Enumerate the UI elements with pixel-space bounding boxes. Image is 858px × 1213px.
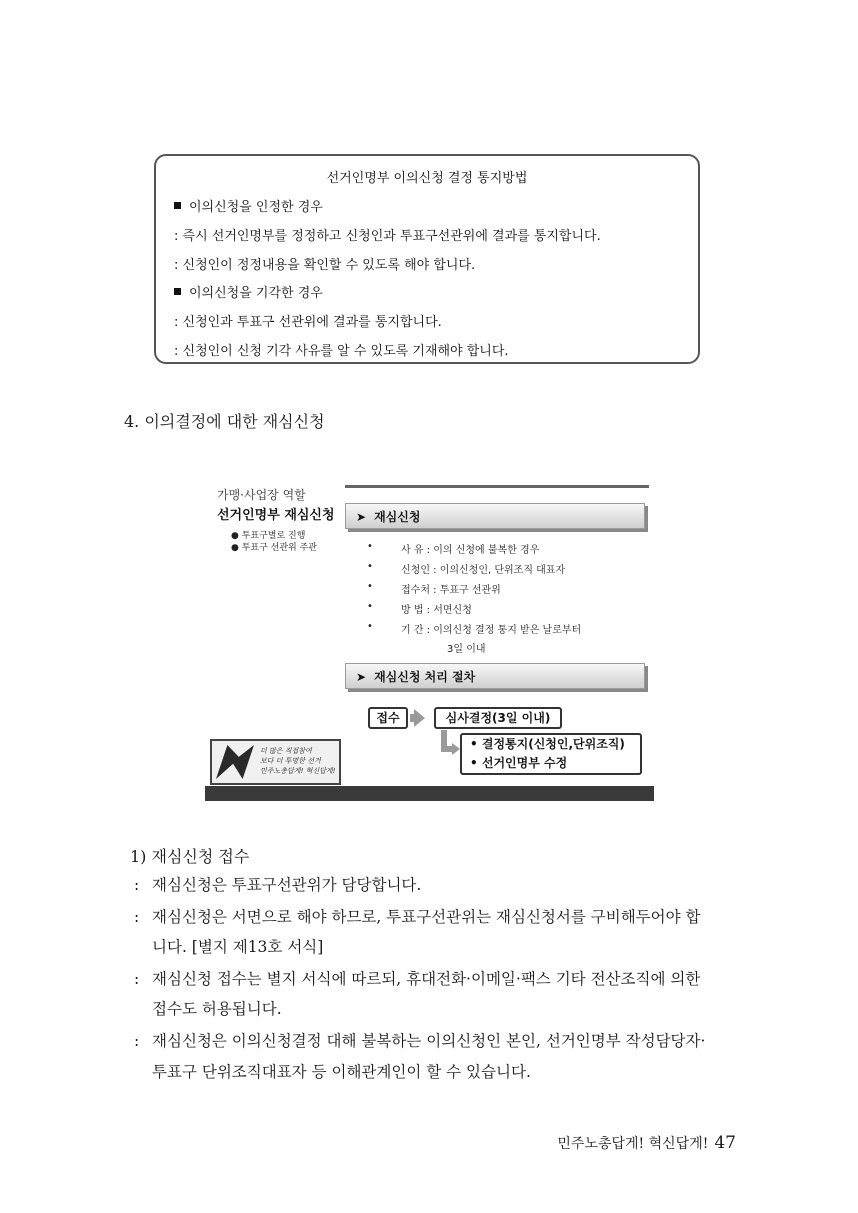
paragraph-continuation: 니다. [별지 제13호 서식] — [152, 938, 324, 956]
figure-side-title: 선거인명부 재심신청 — [217, 508, 335, 523]
page-footer — [557, 1133, 736, 1153]
page-number: 47 — [714, 1133, 736, 1153]
subsection-title: 1) 재심신청 접수 — [130, 847, 250, 866]
figure-side-label: 가맹·사업장 역할 — [217, 488, 306, 502]
banner-procedure: ➤ 재심신청 처리 절차 — [345, 663, 645, 689]
logo-slogan: 더 많은 직접참여 보다 더 투명한 선거 민주노총답게! 혁신답게! — [260, 747, 336, 775]
flow-step-review: 심사결정(3일 이내) — [434, 707, 562, 729]
paragraph: : 재심신청은 이의신청결정 대해 불복하는 이의신청인 본인, 선거인명부 작성담당자· — [134, 1032, 706, 1050]
process-figure: 가맹·사업장 역할 선거인명부 재심신청 ● 투표구별로 진행 ● 투표구 선관위 주관 ➤ 재심신청 • 사 유 : 이의 신청에 불복한 경우 • 신청인 : 이의신청인, 단위조직 대표자 • 접수처 : 투표구 선관위 • 방 법 : 서면신청 • 기 간 : 이의신청 결정 통지 받은 날로부터 3일 이내 ➤ 재심신청 처리 절차 접수 심사결정(3일 이내) • 결정통지(신청인,단위조직) • 선거인명부 수정 더 많은 직접참여 보다 더 투명한 선거 민주노총답게! 혁신답게! — [205, 470, 654, 801]
flow-arrow-icon — [414, 709, 425, 727]
banner-appeal: ➤ 재심신청 — [345, 503, 645, 529]
notice-line: : 신청인이 신청 기각 사유를 알 수 있도록 기재해야 합니다. — [174, 344, 509, 359]
notice-box — [154, 154, 700, 364]
notice-heading: 이의신청을 기각한 경우 — [174, 282, 323, 301]
flow-step-result: • 결정통지(신청인,단위조직) • 선거인명부 수정 — [460, 733, 642, 775]
notice-line: : 신청인과 투표구 선관위에 결과를 통지합니다. — [174, 315, 442, 330]
section-title: 4. 이의결정에 대한 재심신청 — [124, 412, 325, 431]
paragraph: : 재심신청은 서면으로 해야 하므로, 투표구선관위는 재심신청서를 구비해두어야 합 — [134, 908, 701, 926]
notice-title: 선거인명부 이의신청 결정 통지방법 — [326, 171, 528, 186]
paragraph: : 재심신청 접수는 별지 서식에 따르되, 휴대전화·이메일·팩스 기타 전산조직에 의한 — [134, 970, 701, 988]
paragraph-continuation: 투표구 단위조직대표자 등 이해관계인이 할 수 있습니다. — [152, 1063, 531, 1081]
footer-slogan: 민주노총답게! 혁신답게! — [557, 1136, 709, 1152]
arrow-right-icon: ➤ — [356, 510, 367, 524]
figure-side-bullets: ● 투표구별로 진행 ● 투표구 선관위 주관 — [231, 531, 317, 553]
notice-line: : 신청인이 정정내용을 확인할 수 있도록 해야 합니다. — [174, 258, 476, 273]
paragraph: : 재심신청은 투표구선관위가 담당합니다. — [134, 876, 422, 894]
square-bullet-icon — [174, 202, 181, 209]
flow-step-receive: 접수 — [368, 707, 408, 729]
square-bullet-icon — [174, 288, 181, 295]
union-logo-icon — [216, 745, 254, 779]
notice-line: : 즉시 선거인명부를 정정하고 신청인과 투표구선관위에 결과를 통지합니다. — [174, 229, 601, 244]
detail-continuation: 3일 이내 — [447, 644, 486, 655]
paragraph-continuation: 접수도 허용됩니다. — [152, 1000, 282, 1018]
union-logo — [210, 739, 341, 785]
figure-footer-bar — [205, 786, 654, 801]
divider — [345, 485, 649, 488]
arrow-right-icon: ➤ — [356, 670, 367, 684]
notice-heading: 이의신청을 인정한 경우 — [174, 196, 323, 215]
elbow-arrow-icon — [452, 743, 460, 755]
